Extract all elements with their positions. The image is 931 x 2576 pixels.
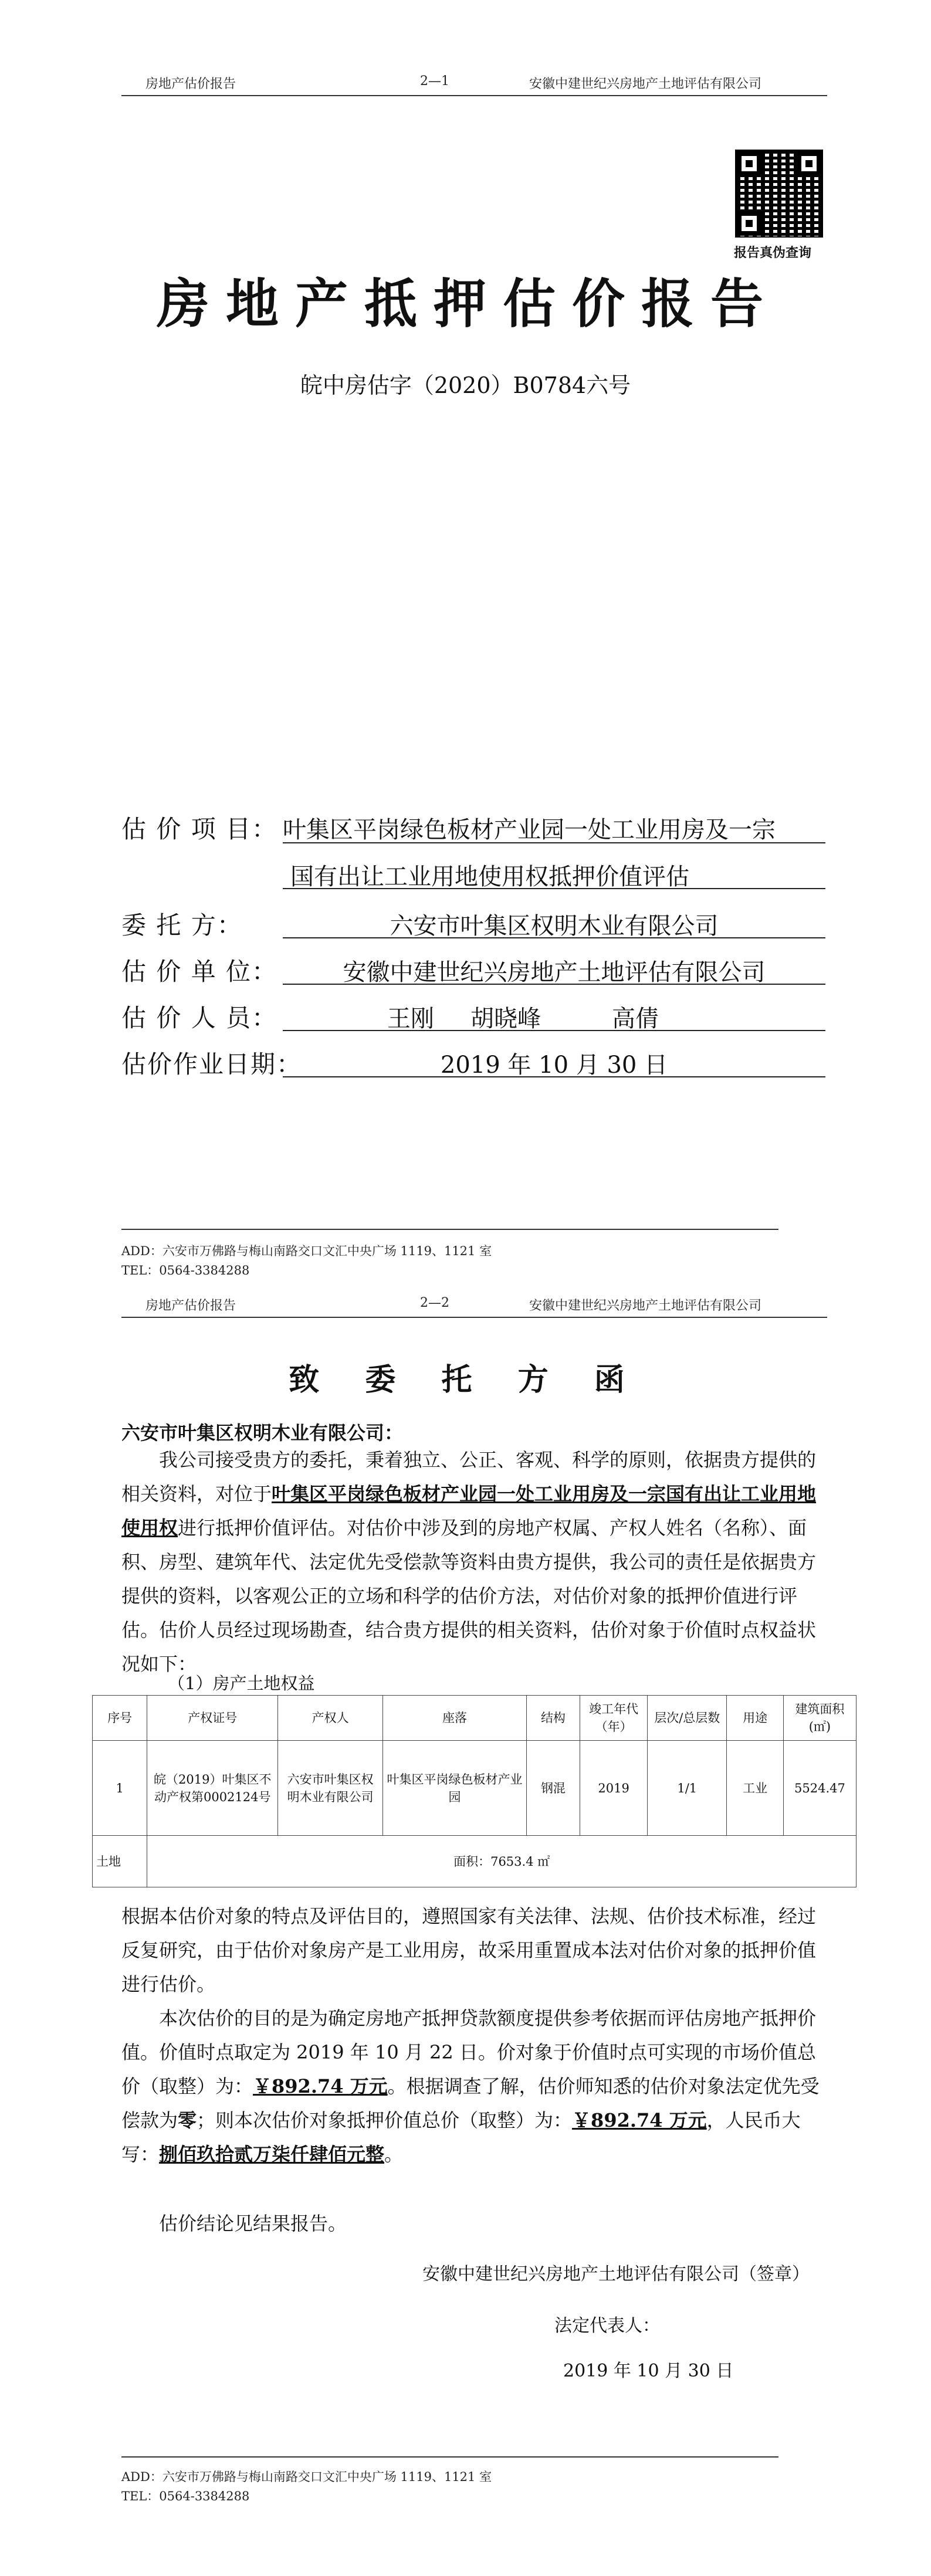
header-page-number: 2—2 <box>420 1296 449 1310</box>
th-completion-year: 竣工年代（年） <box>580 1696 648 1741</box>
cell-owner: 六安市叶集区权明木业有限公司 <box>278 1741 383 1836</box>
footer-rule <box>121 1229 778 1230</box>
paragraph-survey: 估价人员经过现场勘查，结合贵方提供的相关资料，估价对象于价值时点权益状况如下： <box>121 1619 817 1675</box>
th-usage: 用途 <box>727 1696 784 1741</box>
project-underline-1 <box>283 842 825 843</box>
appraiser-1: 王刚 <box>387 1005 434 1032</box>
header-left: 房地产估价报告 <box>145 77 236 91</box>
para4-text-a: 本次估价的目的是为确定房地产抵押贷款额度提供参考依据而评估房地产抵押价值。价值时点取定为 2019 年 10 月 22 日。价对象于价值时点可实现的市场价值总价（取整）为： <box>121 2007 817 2097</box>
cell-floors: 1/1 <box>648 1741 727 1836</box>
company-signature: 安徽中建世纪兴房地产土地评估有限公司（签章） <box>422 2264 810 2284</box>
client-underline <box>283 937 825 938</box>
paragraph-valuation <box>121 2001 828 2171</box>
paragraph-method: 根据本估价对象的特点及评估目的，遵照国家有关法律、法规、估价技术标准，经过反复研究，由于估价对象房产是工业用房，故采用重置成本法对估价对象的抵押价值进行估价。 <box>121 1905 817 1995</box>
appraiser-2: 胡晓峰 <box>470 1005 541 1032</box>
land-row <box>93 1836 856 1887</box>
legal-representative: 法定代表人： <box>554 2316 660 2336</box>
appraisers-label: 估 价 人 员： <box>121 1004 278 1032</box>
para4-text-b: 。根据调查了解，估价师知悉的估价对象法定优先受偿款为 <box>121 2075 820 2131</box>
work-date-underline <box>283 1076 825 1077</box>
appraisers-underline <box>283 1030 825 1031</box>
cell-structure: 钢混 <box>526 1741 580 1836</box>
table-header-row <box>93 1696 856 1741</box>
priority-claim-value: 零 <box>178 2109 197 2131</box>
project-underline-2 <box>283 888 825 889</box>
appraisal-unit-underline <box>283 984 825 985</box>
footer-address: ADD：六安市万佛路与梅山南路交口文汇中央广场 1119、1121 室 <box>121 1244 492 1258</box>
table-row <box>93 1741 856 1836</box>
document-number: 皖中房估字（2020）B0784六号 <box>300 372 631 398</box>
signature-date: 2019 年 10 月 30 日 <box>563 2361 734 2381</box>
qr-caption: 报告真伪查询 <box>734 245 812 260</box>
para4-text-c: ；则本次估价对象抵押价值总价（取整）为： <box>197 2109 573 2131</box>
work-date-label: 估价作业日期： <box>121 1050 303 1079</box>
property-rights-table <box>92 1695 856 1887</box>
project-label: 估 价 项 目： <box>121 815 278 843</box>
header-page-number: 2—1 <box>420 74 449 89</box>
work-date-value: 2019 年 10 月 30 日 <box>440 1052 668 1079</box>
cell-completion-year: 2019 <box>580 1741 648 1836</box>
cell-certificate: 皖（2019）叶集区不动产权第0002124号 <box>147 1741 278 1836</box>
footer-tel: TEL：0564-3384288 <box>121 2489 250 2503</box>
th-location: 座落 <box>383 1696 527 1741</box>
mortgage-value: ￥892.74 万元 <box>572 2109 707 2131</box>
header-rule <box>121 1317 827 1318</box>
th-floors: 层次/总层数 <box>648 1696 727 1741</box>
mortgage-value-words: 捌佰玖拾贰万柒仟肆佰元整 <box>159 2143 385 2165</box>
addressee: 六安市叶集区权明木业有限公司： <box>121 1422 404 1444</box>
cell-index: 1 <box>93 1741 147 1836</box>
th-owner: 产权人 <box>278 1696 383 1741</box>
header-left: 房地产估价报告 <box>145 1299 236 1313</box>
report-title: 房地产抵押估价报告 <box>157 273 780 335</box>
para1-text-c: 进行抵押价值评估。对估价中涉及到的房地产权属、产权人姓名（名称）、面积、房型、建筑年代、法定优先受偿款等资料由贵方提供，我公司的责任是依据贵方提供的资料，以客观公正的立场和科学的估价方法，对估价对象的抵押价值进行评估。 <box>121 1517 817 1641</box>
para4-text-e: 。 <box>384 2143 404 2165</box>
footer-address: ADD：六安市万佛路与梅山南路交口文汇中央广场 1119、1121 室 <box>121 2470 492 2484</box>
qr-code-icon[interactable] <box>735 150 823 238</box>
project-value-line2: 国有出让工业用地使用权抵押价值评估 <box>290 863 689 890</box>
client-value: 六安市叶集区权明木业有限公司 <box>390 913 719 940</box>
appraiser-3: 高倩 <box>612 1005 659 1032</box>
footer-tel: TEL：0564-3384288 <box>121 1263 250 1277</box>
table-caption: （1）房产土地权益 <box>168 1673 315 1693</box>
cell-building-area: 5524.47 <box>783 1741 856 1836</box>
property-description: 叶集区平岗绿色板材产业园一处工业用房及一宗国有出让工业用地使用权 <box>121 1483 817 1539</box>
client-label: 委 托 方： <box>121 911 243 940</box>
header-right: 安徽中建世纪兴房地产土地评估有限公司 <box>529 77 762 91</box>
th-index: 序号 <box>93 1696 147 1741</box>
th-building-area: 建筑面积(㎡) <box>783 1696 856 1741</box>
market-value: ￥892.74 万元 <box>253 2075 388 2097</box>
th-certificate: 产权证号 <box>147 1696 278 1741</box>
cell-location: 叶集区平岗绿色板材产业园 <box>383 1741 527 1836</box>
header-right: 安徽中建世纪兴房地产土地评估有限公司 <box>529 1299 762 1313</box>
para1-text-a: 我公司接受贵方的委托，秉着独立、公正、客观、科学的原则，依据贵方提供的相关资料，对位于 <box>121 1449 817 1505</box>
paragraph-conclusion: 估价结论见结果报告。 <box>159 2212 347 2235</box>
letter-title: 致 委 托 方 函 <box>289 1362 642 1398</box>
cell-land-label: 土地 <box>93 1836 147 1887</box>
footer-rule <box>121 2456 778 2458</box>
project-value-line1: 叶集区平岗绿色板材产业园一处工业用房及一宗 <box>283 816 776 843</box>
header-rule <box>121 95 827 96</box>
para4-text-d: ，人民币大写： <box>121 2109 801 2165</box>
th-structure: 结构 <box>526 1696 580 1741</box>
cell-land-area: 面积：7653.4 ㎡ <box>147 1836 856 1887</box>
cell-usage: 工业 <box>727 1741 784 1836</box>
appraisal-unit-value: 安徽中建世纪兴房地产土地评估有限公司 <box>343 959 766 986</box>
appraisal-unit-label: 估 价 单 位： <box>121 957 278 986</box>
